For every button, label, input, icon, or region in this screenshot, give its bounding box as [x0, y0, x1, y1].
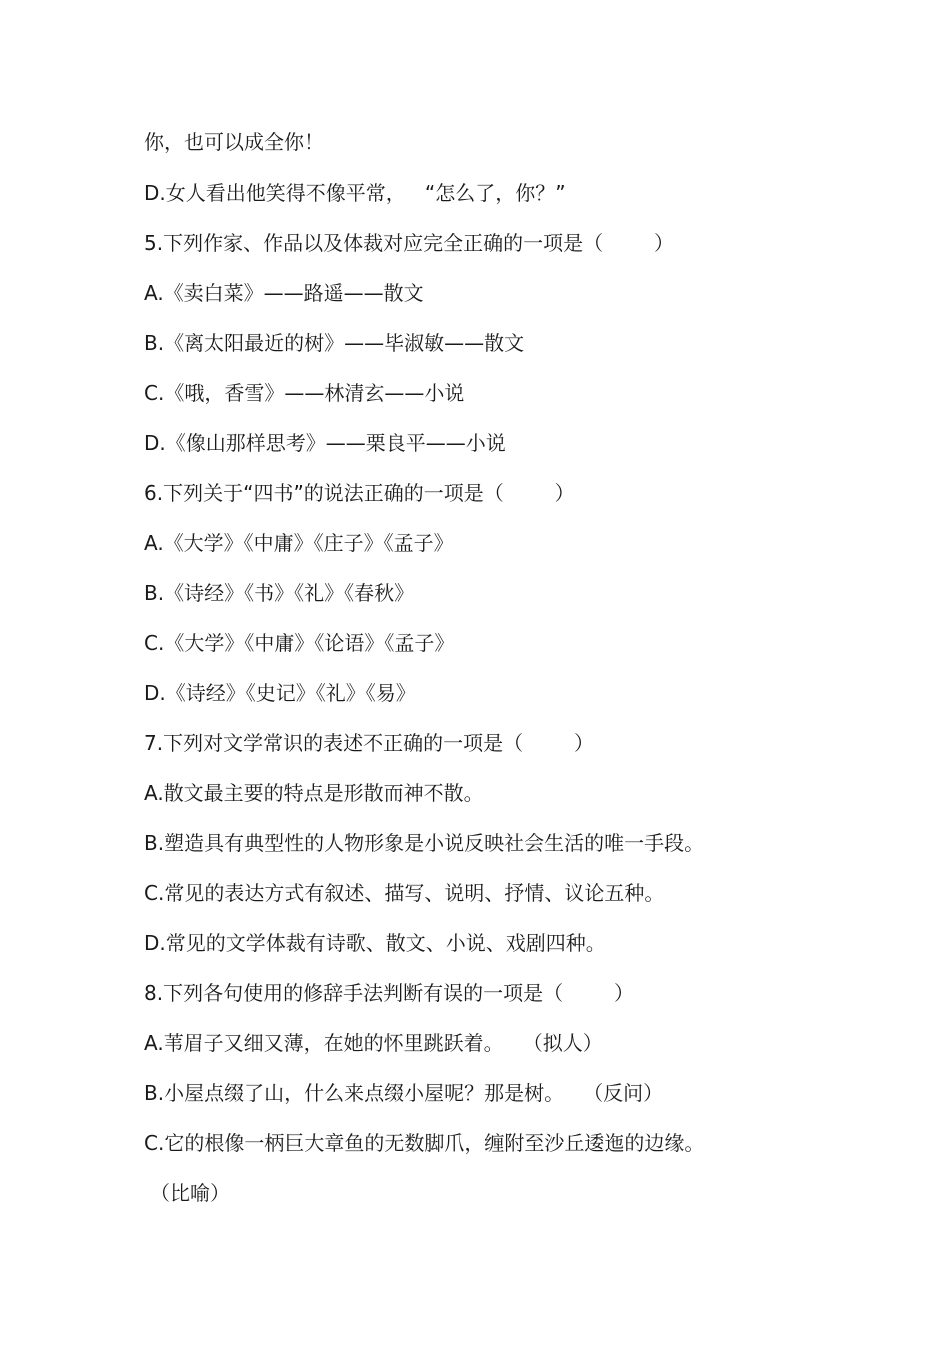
q6-option-b: B.《诗经》《书》《礼》《春秋》 [144, 581, 415, 605]
question-7-stem: 7.下列对文学常识的表述不正确的一项是（ ） [144, 731, 594, 755]
q8-option-a: A.苇眉子又细又薄，在她的怀里跳跃着。 （拟人） [144, 1031, 603, 1055]
q5-option-b: B.《离太阳最近的树》——毕淑敏——散文 [144, 331, 525, 355]
q5-option-d: D.《像山那样思考》——栗良平——小说 [144, 431, 506, 455]
q6-option-a: A.《大学》《中庸》《庄子》《孟子》 [144, 531, 454, 555]
question-5-stem: 5.下列作家、作品以及体裁对应完全正确的一项是（ ） [144, 231, 674, 255]
q8-option-b: B.小屋点缀了山，什么来点缀小屋呢？那是树。 （反问） [144, 1081, 664, 1105]
question-8-stem: 8.下列各句使用的修辞手法判断有误的一项是（ ） [144, 981, 634, 1005]
q8-option-c: C.它的根像一柄巨大章鱼的无数脚爪，缠附至沙丘逶迤的边缘。 [144, 1131, 705, 1155]
q6-option-c: C.《大学》《中庸》《论语》《孟子》 [144, 631, 455, 655]
q7-option-d: D.常见的文学体裁有诗歌、散文、小说、戏剧四种。 [144, 931, 606, 955]
q7-option-c: C.常见的表达方式有叙述、描写、说明、抒情、议论五种。 [144, 881, 665, 905]
q7-option-a: A.散文最主要的特点是形散而神不散。 [144, 781, 484, 805]
q4-option-d: D.女人看出他笑得不像平常， “怎么了，你？” [144, 181, 566, 205]
text-line-continuation: 你，也可以成全你！ [144, 130, 324, 154]
q8-option-c-note: （比喻） [150, 1181, 230, 1205]
q7-option-b: B.塑造具有典型性的人物形象是小说反映社会生活的唯一手段。 [144, 831, 705, 855]
q6-option-d: D.《诗经》《史记》《礼》《易》 [144, 681, 416, 705]
question-6-stem: 6.下列关于“四书”的说法正确的一项是（ ） [144, 481, 575, 505]
q5-option-a: A.《卖白菜》——路遥——散文 [144, 281, 424, 305]
q5-option-c: C.《哦，香雪》——林清玄——小说 [144, 381, 465, 405]
